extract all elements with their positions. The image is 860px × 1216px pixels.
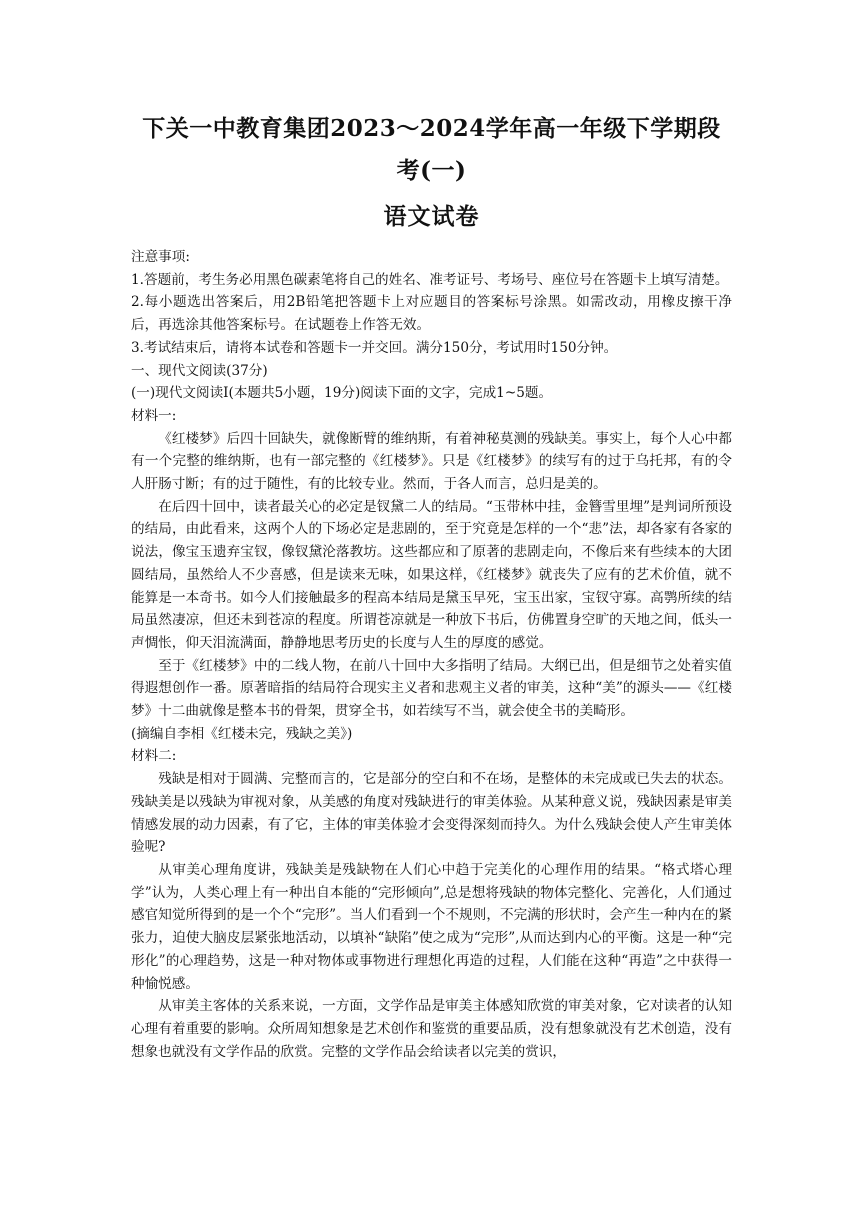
notice-item-3: 3.考试结束后，请将本试卷和答题卡一并交回。满分150分，考试用时150分钟。 xyxy=(131,339,618,356)
notice-item-2: 2.每小题选出答案后，用2B铅笔把答题卡上对应题目的答案标号涂黑。如需改动，用橡皮擦干净后，再选涂其他答案标号。在试题卷上作答无效。 xyxy=(131,294,732,334)
material-2-label: 材料二: xyxy=(131,748,177,765)
material-1-label: 材料一: xyxy=(131,407,177,424)
material-1-paragraph-1: 《红楼梦》后四十回缺失，就像断臂的维纳斯，有着神秘莫测的残缺美。事实上，每个人心中都有一个完整的维纳斯，也有一部完整的《红楼梦》。只是《红楼梦》的续写有的过于乌托邦，有的令人肝肠寸断；有的过于随性，有的比较专业。然而，于各人而言，总归是美的。 xyxy=(131,430,732,493)
notice-item-1: 1.答题前，考生务必用黑色碳素笔将自己的姓名、准考证号、考场号、座位号在答题卡上填写清楚。 xyxy=(131,271,729,288)
exam-title: 下关一中教育集团2023～2024学年高一年级下学期段考(一) xyxy=(142,115,721,184)
material-1-paragraph-2: 在后四十回中，读者最关心的必定是钗黛二人的结局。“玉带林中挂，金簪雪里埋”是判词所预设的结局，由此看来，这两个人的下场必定是悲剧的，至于究竟是怎样的一个“悲”法，却各家有各家的说法，像宝玉遗弃宝钗，像钗黛沦落教坊。这些都应和了原著的悲剧走向，不像后来有些续本的大团圆结局，虽然给人不少喜感，但是读来无味，如果这样，《红楼梦》就丧失了应有的艺术价值，就不能算是一本奇书。如今人们接触最多的程高本结局是黛玉早死，宝玉出家，宝钗守寡。高鹗所续的结局虽然凄凉，但还未到苍凉的程度。所谓苍凉就是一种放下书后，仿佛置身空旷的天地之间，低头一声惆怅，仰天泪流满面，静静地思考历史的长度与人生的厚度的感觉。 xyxy=(131,498,732,651)
section-subheading: (一)现代文阅读I(本题共5小题，19分)阅读下面的文字，完成1~5题。 xyxy=(131,385,553,402)
section-heading: 一、现代文阅读(37分) xyxy=(131,362,268,379)
exam-subtitle: 语文试卷 xyxy=(383,203,480,230)
notice-heading: 注意事项: xyxy=(131,249,190,265)
material-2-paragraph-2: 从审美心理角度讲，残缺美是残缺物在人们心中趋于完美化的心理作用的结果。“格式塔心理学”认为，人类心理上有一种出自本能的“完形倾向”,总是想将残缺的物体完整化、完善化，人们通过感官知觉所得到的是一个个“完形”。当人们看到一个不规则，不完满的形状时，会产生一种内在的紧张力，迫使大脑皮层紧张地活动，以填补“缺陷”使之成为“完形”,从而达到内心的平衡。这是一种“完形化”的心理趋势，这是一种对物体或事物进行理想化再造的过程，人们能在这种“再造”之中获得一种愉悦感。 xyxy=(131,861,732,992)
material-2-paragraph-1: 残缺是相对于圆满、完整而言的，它是部分的空白和不在场，是整体的未完成或已失去的状态。残缺美是以残缺为审视对象，从美感的角度对残缺进行的审美体验。从某种意义说，残缺因素是审美情感发展的动力因素，有了它，主体的审美体验才会变得深刻而持久。为什么残缺会使人产生审美体验呢? xyxy=(131,771,732,856)
material-1-paragraph-3: 至于《红楼梦》中的二线人物，在前八十回中大多指明了结局。大纲已出，但是细节之处着实值得遐想创作一番。原著暗指的结局符合现实主义者和悲观主义者的审美，这种“美”的源头——《红楼梦》十二曲就像是整本书的骨架，贯穿全书，如若续写不当，就会使全书的美畸形。 xyxy=(131,657,732,720)
exam-body xyxy=(131,246,732,1063)
material-2-paragraph-3: 从审美主客体的关系来说，一方面，文学作品是审美主体感知欣赏的审美对象，它对读者的认知心理有着重要的影响。众所周知想象是艺术创作和鉴赏的重要品质，没有想象就没有艺术创造，没有想象也就没有文学作品的欣赏。完整的文学作品会给读者以完美的赏识， xyxy=(131,998,732,1060)
material-1-source: (摘编自李相《红楼未完，残缺之美》) xyxy=(131,725,353,742)
